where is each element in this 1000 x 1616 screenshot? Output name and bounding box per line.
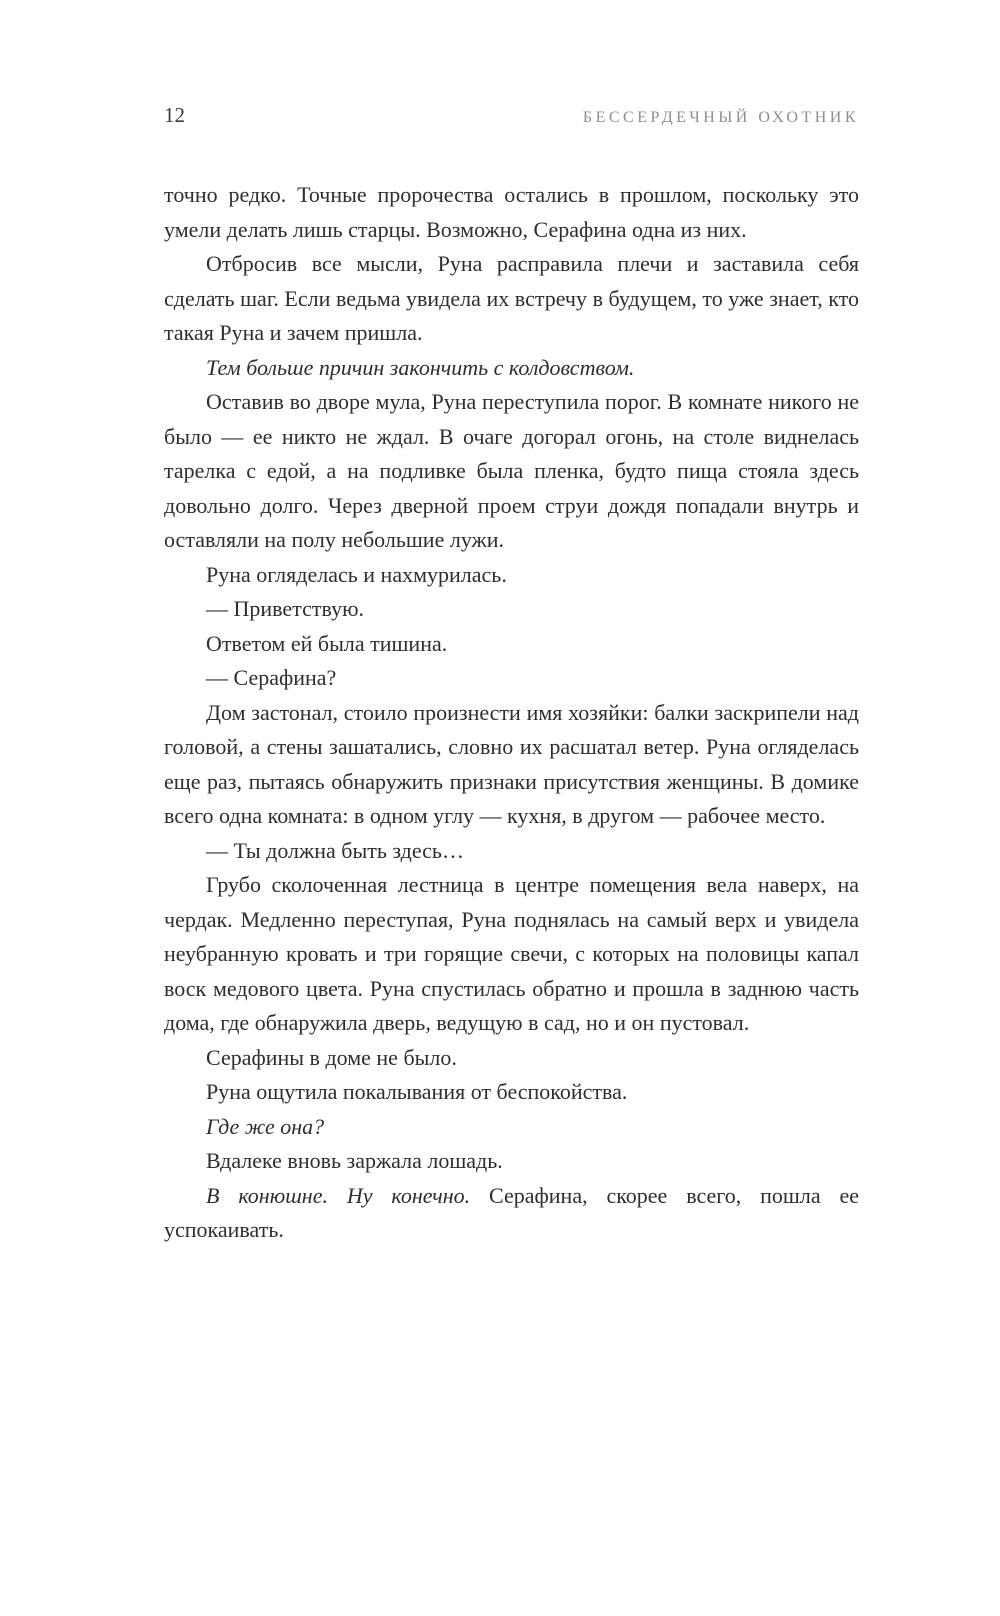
text-segment: точно редко. Точные пророчества остались в прошлом, поскольку это умели делать лишь старцы. Возможно, Серафина одна из них. [164,182,859,242]
text-segment: Ответом ей была тишина. [206,630,448,656]
paragraph [164,1110,859,1145]
text-segment: Руна ощутила покалывания от беспокойства. [206,1079,628,1104]
text-segment: Серафины в доме не было. [206,1044,457,1070]
text-segment: Руна огляделась и нахмурилась. [206,561,507,587]
paragraph [164,627,859,662]
text-segment: Грубо сколоченная лестница в центре помещения вела наверх, на чердак. Медленно переступая, Руна поднялась на самый верх и увидела неубранную кровать и три горящие свечи, с которых на половицы капал воск медового цвета. Руна спустилась обратно и прошла в заднюю часть дома, где обнаружила дверь, ведущую в сад, но и он пустовал. [164,872,859,1035]
paragraph [164,868,859,1041]
paragraph [164,558,859,593]
paragraph [164,247,859,351]
text-segment: — Ты должна быть здесь… [206,837,464,863]
running-title: БЕССЕРДЕЧНЫЙ ОХОТНИК [582,109,859,126]
paragraph [164,385,859,558]
paragraph [164,351,859,386]
text-segment: — Серафина? [206,665,337,690]
body-text [164,178,859,1248]
text-segment: Оставив во дворе мула, Руна переступила порог. В комнате никого не было — ее никто не ждал. В очаге догорал огонь, на столе виднелась тарелка с едой, а на подливке была пленка, будто пища стояла здесь довольно долго. Через дверной проем струи дождя попадали внутрь и оставляли на полу небольшие лужи. [164,389,859,552]
text-segment-italic: Тем больше причин закончить с колдовством. [206,354,635,380]
text-segment: — Приветствую. [206,596,365,621]
page-header [164,103,859,128]
paragraph [164,696,859,834]
text-segment: Отбросив все мысли, Руна расправила плечи и заставила себя сделать шаг. Если ведьма увидела их встречу в будущем, то уже знает, кто такая Руна и зачем пришла. [164,251,859,345]
paragraph [164,1075,859,1110]
paragraph [164,834,859,869]
text-segment: Вдалеке вновь заржала лошадь. [206,1148,503,1173]
paragraph [164,592,859,627]
text-segment-italic: Где же она? [206,1113,325,1139]
paragraph [164,1144,859,1179]
paragraph [164,1041,859,1076]
paragraph [164,1179,859,1248]
text-segment: Серафина, скорее всего, пошла ее успокаивать. [164,1182,859,1242]
text-segment: Дом застонал, стоило произнести имя хозяйки: балки заскрипели над головой, а стены зашатались, словно их расшатал ветер. Руна огляделась еще раз, пытаясь обнаружить признаки присутствия женщины. В домике всего одна комната: в одном углу — кухня, в другом — рабочее место. [164,699,859,828]
paragraph [164,661,859,696]
page-number: 12 [164,103,185,127]
paragraph [164,178,859,247]
text-segment-italic: В конюшне. Ну конечно. [206,1182,471,1208]
